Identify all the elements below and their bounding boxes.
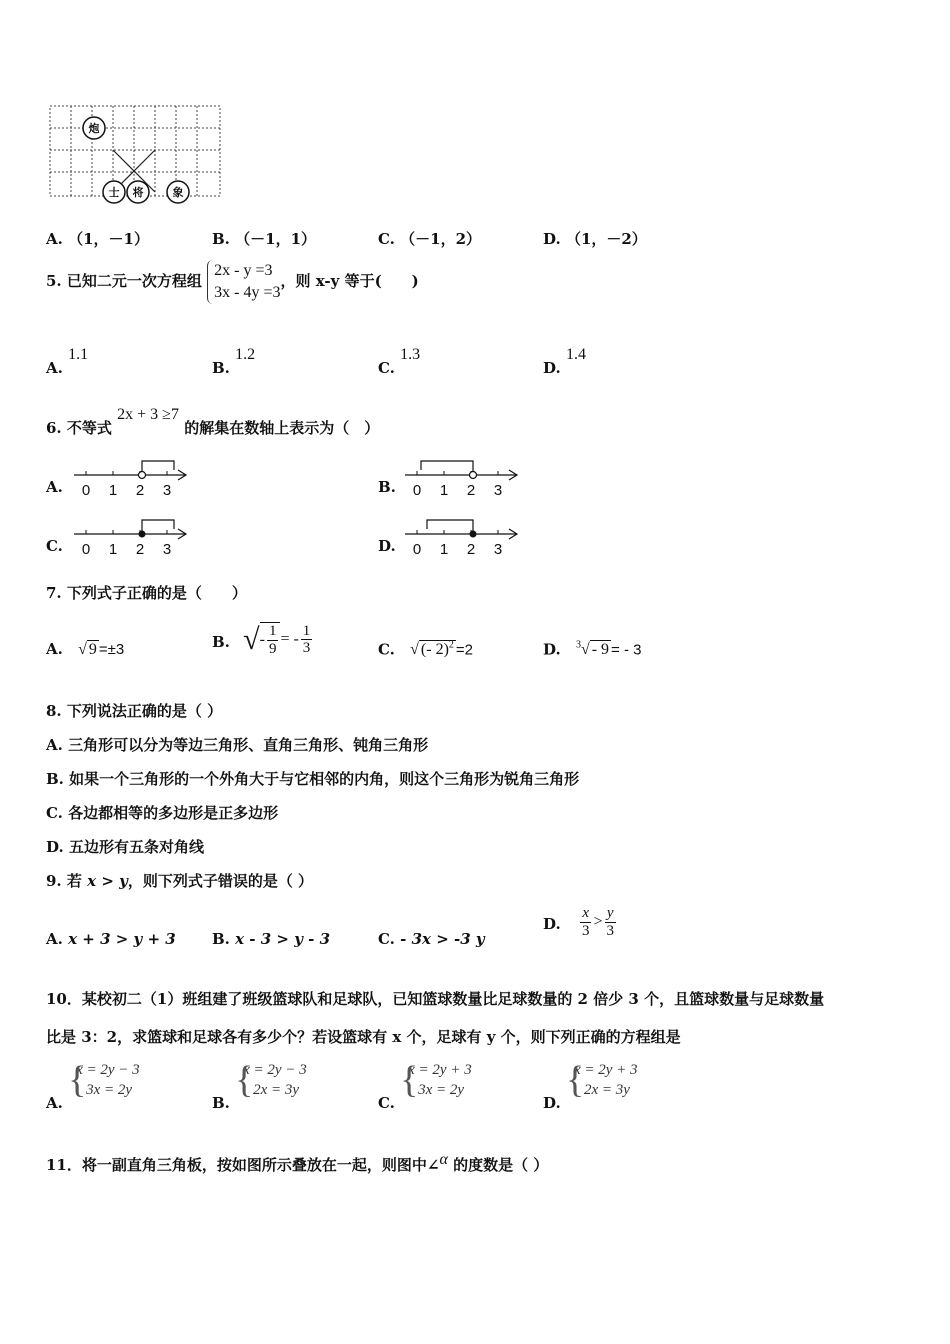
option-letter: B. (212, 230, 230, 248)
brace-icon: { (565, 1059, 585, 1101)
axis-label: 0 (412, 482, 422, 499)
option-letter: C. (378, 230, 395, 248)
inequality: 2x + 3 ≥7 (117, 406, 179, 423)
number-line-c (72, 517, 192, 559)
axis-label: 1 (108, 482, 118, 499)
equation-system (566, 1060, 638, 1100)
q7-option-c[interactable] (378, 640, 473, 659)
condition: x > y (87, 872, 128, 890)
denominator: 3 (581, 922, 590, 939)
equation: x = 2y + 3 (573, 1062, 638, 1078)
equation: 3x = 2y (86, 1082, 133, 1098)
option-letter: A. (46, 640, 63, 658)
q7-option-b[interactable] (212, 622, 314, 657)
q10-option-d[interactable] (543, 1059, 638, 1112)
option-letter: C. (378, 640, 395, 659)
question-9 (46, 870, 313, 891)
question-11 (46, 1151, 549, 1175)
numerator: 1 (268, 623, 277, 639)
equation-system (207, 260, 280, 304)
q4-option-b[interactable] (212, 228, 316, 249)
axis-label: 0 (81, 541, 91, 558)
option-text: - 3x > -3 y (400, 930, 485, 948)
question-text: 的解集在数轴上表示为（ ） (184, 419, 380, 437)
axis-label: 2 (466, 482, 476, 499)
question-number: 6. (46, 419, 62, 437)
option-value: 1.2 (235, 346, 256, 363)
option-letter: A. (46, 1094, 63, 1112)
option-letter: C. (46, 804, 63, 822)
question-7 (46, 582, 247, 603)
option-text: （1，－2） (565, 230, 647, 248)
denominator: 3 (302, 640, 311, 656)
question-number: 8. (46, 702, 62, 720)
option-letter: D. (543, 230, 561, 248)
chess-board-figure (48, 104, 224, 204)
equation: 2x = 3y (253, 1082, 300, 1098)
option-text: 各边都相等的多边形是正多边形 (68, 804, 279, 822)
option-letter: D. (543, 359, 561, 377)
brace-icon: { (68, 1059, 87, 1101)
option-text: 如果一个三角形的一个外角大于与它相邻的内角，则这个三角形为锐角三角形 (69, 770, 580, 788)
option-letter: B. (212, 1094, 230, 1112)
operator: > (593, 913, 603, 930)
numerator: y (606, 905, 614, 921)
q4-option-d[interactable] (543, 228, 647, 249)
radicand: - 9 (591, 641, 610, 659)
q9-option-d[interactable] (543, 905, 618, 939)
exponent: 2 (448, 640, 454, 651)
question-text: 将一副直角三角板，按如图所示叠放在一起，则图中∠ (81, 1156, 440, 1174)
option-letter: B. (212, 632, 230, 651)
equation: x = 2y − 3 (243, 1062, 307, 1078)
denominator: 3 (606, 922, 614, 939)
radicand: 9 (88, 641, 97, 658)
equation-system (400, 1060, 472, 1100)
axis-label: 2 (466, 541, 476, 558)
option-letter: C. (378, 930, 395, 948)
q6-option-a[interactable]: A. (46, 478, 63, 496)
q6-option-b[interactable]: B. (378, 478, 396, 496)
question-number: 10． (46, 990, 82, 1008)
q4-option-a[interactable] (46, 228, 149, 249)
option-letter: A. (46, 359, 63, 377)
base: (- 2) (420, 641, 449, 659)
question-6 (46, 403, 380, 437)
axis-label: 3 (493, 482, 503, 499)
number-line-b (403, 458, 523, 500)
fraction (580, 905, 592, 939)
axis-label: 1 (439, 482, 449, 499)
equation-system (235, 1060, 307, 1100)
option-letter: D. (46, 838, 64, 856)
question-text: 某校初二（1）班组建了班级篮球队和足球队，已知篮球数量比足球数量的 2 倍少 3 个，且篮球数量与足球数量 (81, 990, 825, 1008)
question-10 (46, 988, 824, 1009)
numerator: x (582, 905, 590, 921)
q5-option-d[interactable] (543, 345, 586, 377)
fraction (267, 623, 279, 657)
question-number: 9. (46, 872, 62, 890)
q6-option-d[interactable]: D. (378, 537, 396, 555)
option-text: （－1，2） (400, 230, 482, 248)
option-text: 三角形可以分为等边三角形、直角三角形、钝角三角形 (68, 736, 429, 754)
piece-label: 象 (172, 186, 184, 199)
brace-icon: { (400, 1059, 419, 1101)
question-text: 若 (66, 872, 82, 890)
equation: 2x - y =3 (214, 262, 273, 279)
option-letter: A. (46, 736, 63, 754)
angle-alpha: α (439, 1151, 448, 1168)
q10-option-a[interactable] (46, 1059, 140, 1112)
option-value: 1.1 (68, 346, 89, 363)
option-letter: D. (543, 640, 561, 659)
question-number: 5. (46, 272, 62, 290)
option-text: （1，－1） (68, 230, 149, 248)
q5-option-b[interactable] (212, 345, 256, 377)
q9-option-b[interactable] (212, 930, 330, 948)
axis-label: 2 (135, 482, 145, 499)
piece-label: 将 (132, 186, 144, 199)
equation: x = 2y + 3 (408, 1062, 472, 1078)
numerator: 1 (302, 622, 311, 639)
radical-expression: √ (- 2)$^2$ (410, 640, 454, 659)
question-text: ，则 x-y 等于( ) (280, 272, 419, 290)
sign: - (259, 631, 265, 648)
q4-option-c[interactable] (378, 228, 481, 249)
denominator: 9 (268, 640, 277, 657)
axis-label: 2 (135, 541, 145, 558)
q8-option-c[interactable] (46, 802, 278, 823)
equation: 3x = 2y (418, 1082, 465, 1098)
option-value: 1.4 (565, 346, 586, 363)
option-letter: B. (212, 930, 230, 948)
axis-label: 0 (81, 482, 91, 499)
radical-expression: √ 9 (78, 641, 97, 658)
q8-option-b[interactable] (46, 768, 579, 789)
number-line-d (403, 517, 523, 559)
option-rhs: =2 (455, 641, 474, 659)
q7-option-a[interactable] (46, 640, 124, 659)
equation-system (68, 1060, 140, 1100)
axis-label: 3 (162, 482, 172, 499)
question-text: 不等式 (66, 419, 112, 437)
radicand (260, 622, 281, 657)
option-text: 五边形有五条对角线 (68, 838, 204, 856)
q7-option-d[interactable] (543, 640, 641, 659)
root-index: 3 (575, 640, 581, 651)
q5-option-c[interactable] (378, 345, 421, 377)
question-5 (46, 260, 419, 304)
option-text: x - 3 > y - 3 (235, 930, 331, 948)
equation: 2x = 3y (583, 1082, 630, 1098)
q10-option-c[interactable] (378, 1059, 472, 1112)
question-text-continued: 比是 3：2，求篮球和足球各有多少个？若设篮球有 x 个，足球有 y 个，则下列正确的方程组是 (46, 1028, 681, 1046)
axis-label: 3 (162, 541, 172, 558)
q9-option-a[interactable] (46, 930, 176, 948)
fraction (301, 623, 313, 657)
option-letter: D. (543, 1094, 561, 1112)
q8-option-d[interactable] (46, 836, 204, 857)
radical-expression: $^3$√ - 9 (575, 640, 610, 659)
axis-label: 1 (439, 541, 449, 558)
equals: = - (280, 630, 299, 648)
question-text: 的度数是（ ） (453, 1156, 549, 1174)
q6-option-c[interactable]: C. (46, 537, 63, 555)
equation: 3x - 4y =3 (214, 284, 281, 301)
question-text: 下列式子正确的是（ ） (66, 584, 247, 602)
axis-label: 0 (412, 541, 422, 558)
piece-label: 士 (108, 186, 120, 199)
fraction (604, 905, 616, 939)
q5-option-a[interactable] (46, 345, 89, 377)
question-text: 已知二元一次方程组 (66, 272, 202, 290)
option-letter: C. (378, 359, 395, 377)
question-8 (46, 700, 222, 721)
number-line-a (72, 458, 192, 500)
option-letter: A. (46, 230, 63, 248)
option-letter: B. (46, 770, 64, 788)
piece-label: 炮 (88, 122, 100, 135)
radical-sign-icon: √ (243, 622, 260, 656)
axis-label: 1 (108, 541, 118, 558)
q9-option-c[interactable] (378, 930, 485, 948)
option-letter: A. (46, 930, 63, 948)
equation: x = 2y − 3 (76, 1062, 140, 1078)
option-letter: D. (543, 915, 561, 933)
option-value: 1.3 (400, 346, 421, 363)
option-text: x + 3 > y + 3 (68, 930, 176, 948)
axis-label: 3 (493, 541, 503, 558)
q10-option-b[interactable] (212, 1059, 307, 1112)
question-number: 11． (46, 1156, 82, 1174)
option-rhs: =±3 (98, 641, 125, 658)
radicand (419, 640, 456, 658)
option-letter: C. (378, 1094, 395, 1112)
q8-option-a[interactable] (46, 734, 428, 755)
question-text: ，则下列式子错误的是（ ） (127, 872, 314, 890)
option-rhs: = - 3 (611, 641, 642, 659)
option-letter: B. (212, 359, 230, 377)
question-number: 7. (46, 584, 62, 602)
option-text: （－1，1） (235, 230, 317, 248)
question-text: 下列说法正确的是（ ） (66, 702, 223, 720)
brace-icon: { (235, 1059, 254, 1101)
